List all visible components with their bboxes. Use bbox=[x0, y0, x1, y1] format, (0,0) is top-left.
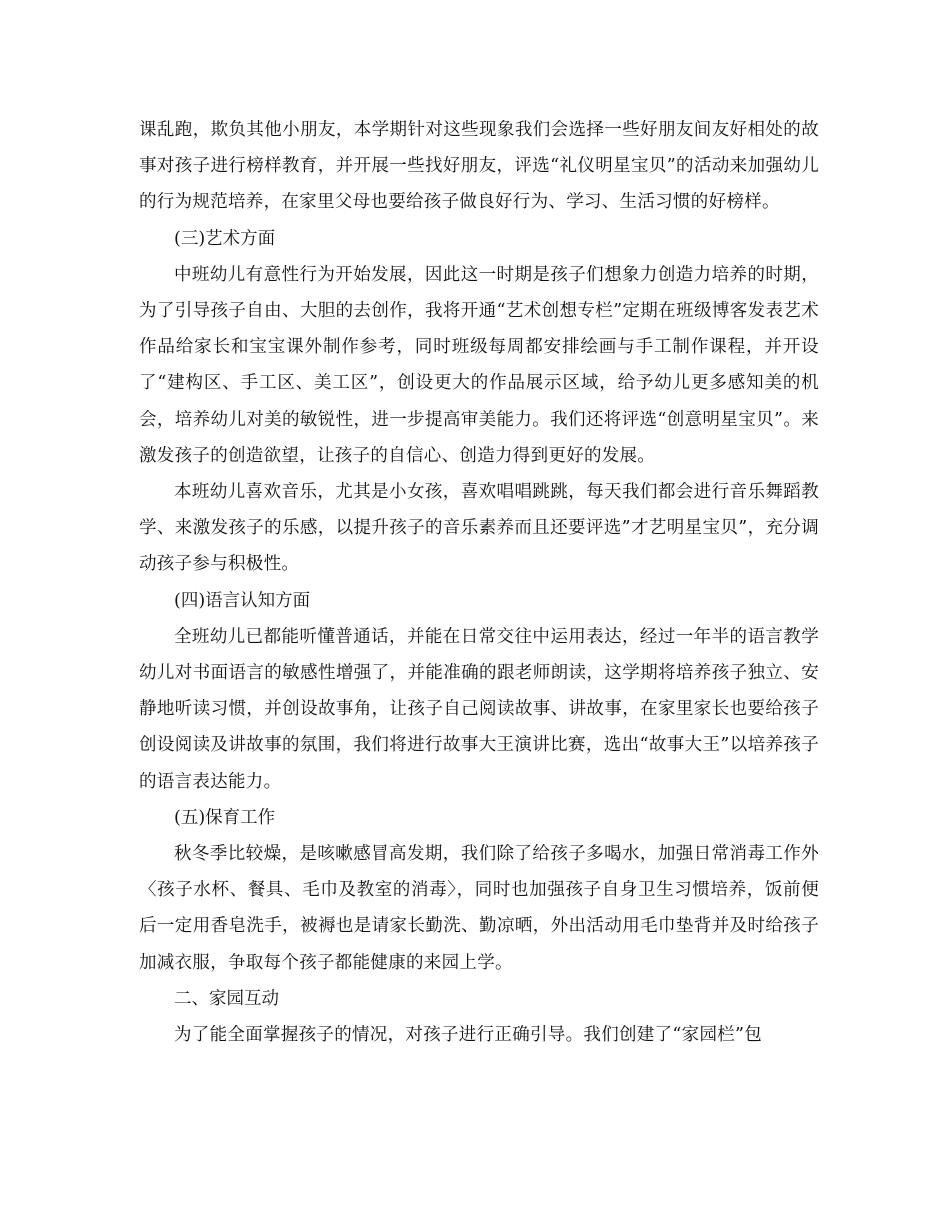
paragraph-home-school: 为了能全面掌握孩子的情况，对孩子进行正确引导。我们创建了“家园栏”包 bbox=[174, 1025, 763, 1046]
heading-art: (三)艺术方面 bbox=[174, 228, 276, 249]
heading-language: (四)语言认知方面 bbox=[174, 590, 311, 611]
heading-care: (五)保育工作 bbox=[174, 807, 276, 828]
paragraph-art-creativity: 中班幼儿有意性行为开始发展，因此这一时期是孩子们想象力创造力培养的时期，为了引导孩子自由、大胆的去创作，我将开通“艺术创想专栏”定期在班级博客发表艺术作品给家长和宝宝课外制作参考，同时班级每周都安排绘画与手工制作课程，并开设了“建构区、手工区、美工区”，创设更大的作品展示区域，给予幼儿更多感知美的机会，培养幼儿对美的敏锐性，进一步提高审美能力。我们还将评选“创意明星宝贝”。来激发孩子的创造欲望，让孩子的自信心、创造力得到更好的发展。 bbox=[139, 264, 819, 466]
paragraph-behavior: 课乱跑，欺负其他小朋友，本学期针对这些现象我们会选择一些好朋友间友好相处的故事对孩子进行榜样教育，并开展一些找好朋友，评选“礼仪明星宝贝”的活动来加强幼儿的行为规范培养，在家里父母也要给孩子做良好行为、学习、生活习惯的好榜样。 bbox=[139, 120, 819, 213]
paragraph-care: 秋冬季比较燥，是咳嗽感冒高发期，我们除了给孩子多喝水，加强日常消毒工作外〈孩子水杯、餐具、毛巾及教室的消毒〉，同时也加强孩子自身卫生习惯培养，饭前便后一定用香皂洗手，被褥也是请家长勤洗、勤凉晒，外出活动用毛巾垫背并及时给孩子加减衣服，争取每个孩子都能健康的来园上学。 bbox=[139, 844, 819, 973]
heading-home-school: 二、家园互动 bbox=[174, 988, 279, 1009]
document-page bbox=[139, 112, 819, 1053]
paragraph-music: 本班幼儿喜欢音乐，尤其是小女孩，喜欢唱唱跳跳，每天我们都会进行音乐舞蹈教学、来激发孩子的乐感，以提升孩子的音乐素养而且还要评选”才艺明星宝贝”，充分调动孩子参与积极性。 bbox=[139, 482, 819, 575]
paragraph-language: 全班幼儿已都能听懂普通话，并能在日常交往中运用表达，经过一年半的语言教学幼儿对书面语言的敏感性增强了，并能准确的跟老师朗读，这学期将培养孩子独立、安静地听读习惯，并创设故事角，让孩子自己阅读故事、讲故事，在家里家长也要给孩子创设阅读及讲故事的氛围，我们将进行故事大王演讲比赛，选出“故事大王”以培养孩子的语言表达能力。 bbox=[139, 626, 819, 792]
